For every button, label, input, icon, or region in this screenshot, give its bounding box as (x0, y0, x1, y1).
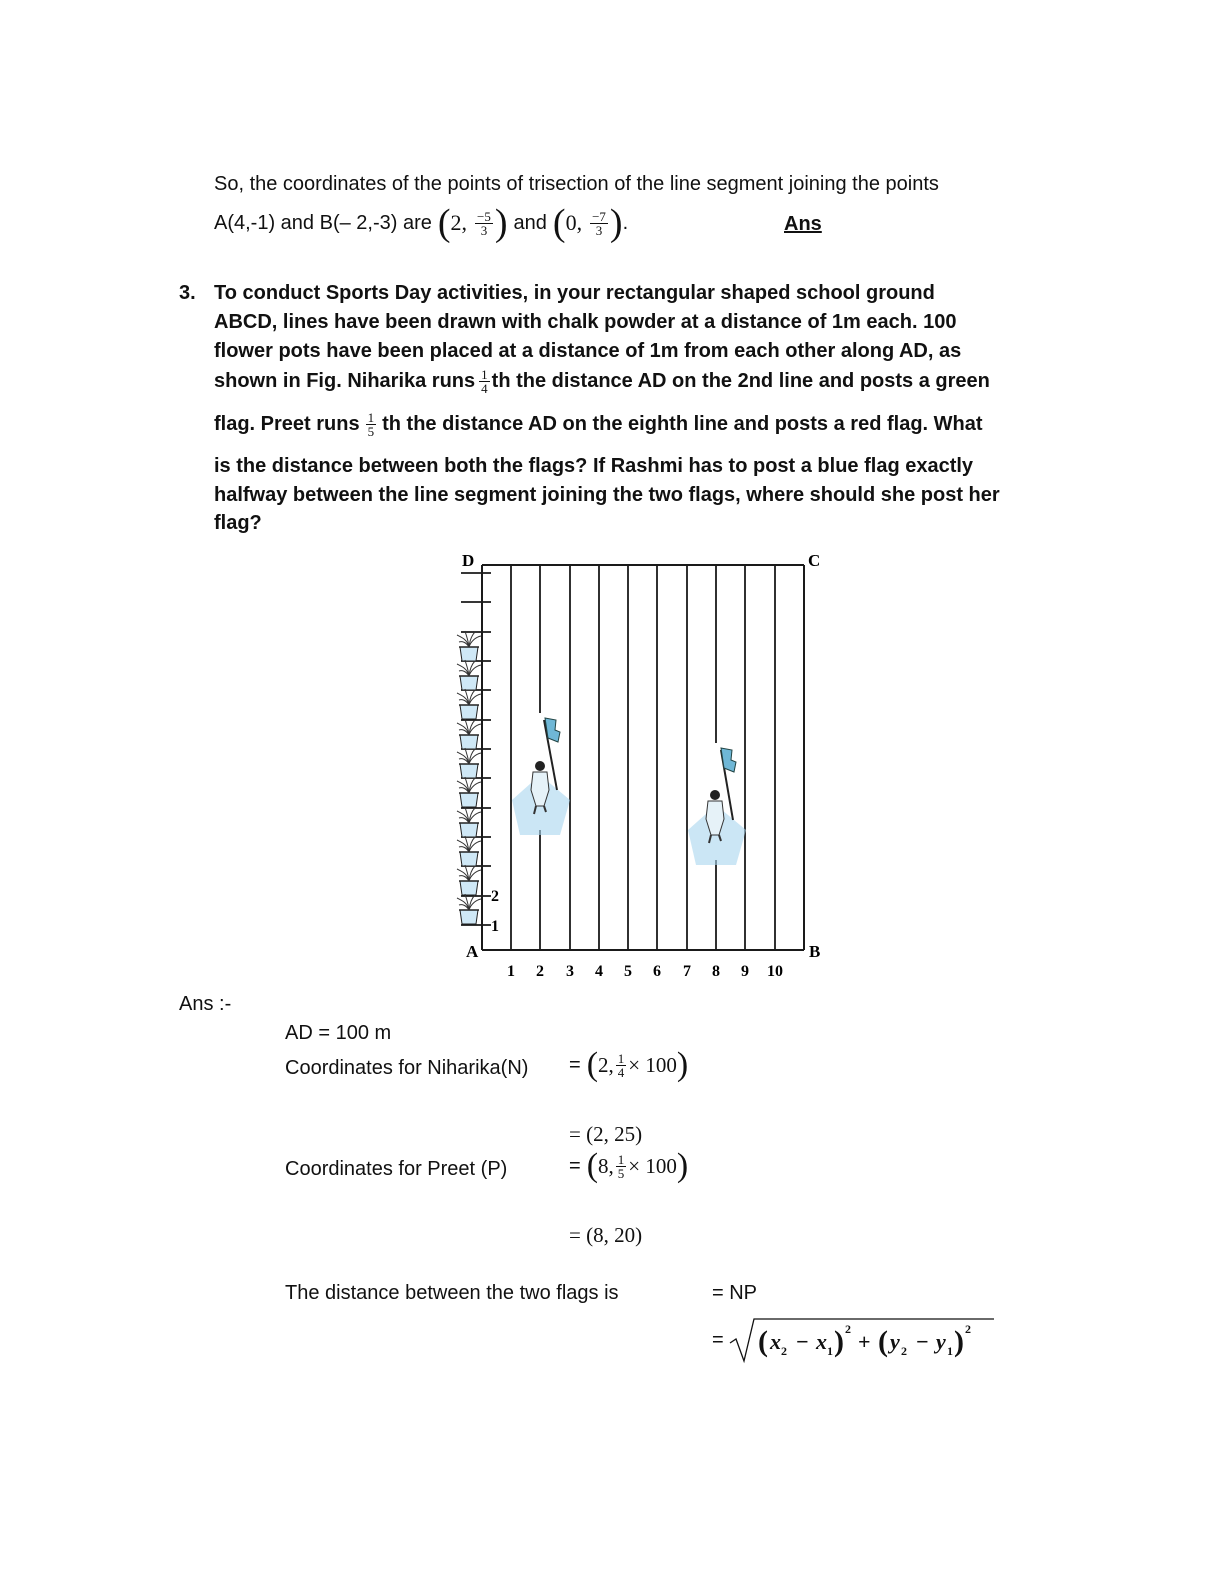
svg-text:(: ( (877, 1325, 888, 1358)
question-line: is the distance between both the flags? If Rashmi has to post a blue flag exactly (214, 455, 974, 477)
question-line: shown in Fig. Niharika runs $\frac{1}{4}$ th the distance AD on the 2nd line and posts a green (214, 367, 990, 396)
runner-niharika-illustration (512, 718, 570, 835)
y-tick-label: 2 (491, 888, 499, 905)
preet-expression: = ( 8, $\frac{1}{5}$ × 100 ) (569, 1147, 689, 1184)
svg-text:2: 2 (844, 1322, 851, 1336)
runner-preet-illustration (688, 748, 746, 865)
corner-label-d: D (462, 551, 475, 570)
svg-text:−: − (795, 1329, 809, 1354)
distance-np: = NP (712, 1282, 758, 1304)
x-tick-labels (507, 963, 783, 980)
question-number: 3. (179, 282, 196, 304)
svg-text:1: 1 (946, 1344, 953, 1358)
fraction: $\frac{-7}{3}$ (592, 208, 606, 238)
open-paren: ( (437, 202, 451, 244)
corner-label-b: B (809, 942, 821, 961)
preet-label: Coordinates for Preet (P) (285, 1158, 508, 1180)
fraction: $\frac{-5}{3}$ (477, 208, 491, 238)
svg-text:4: 4 (595, 963, 603, 980)
y-tick-label: 1 (491, 918, 499, 935)
svg-text:1: 1 (507, 963, 515, 980)
trisection-point-2: ( 0, $\frac{-7}{3}$ ) (552, 202, 623, 244)
svg-text:2: 2 (780, 1344, 787, 1358)
svg-text:6: 6 (653, 963, 661, 980)
question-line: flower pots have been placed at a distance of 1m from each other along AD, as (214, 340, 962, 362)
question-line: ABCD, lines have been drawn with chalk powder at a distance of 1m each. 100 (214, 311, 957, 333)
distance-formula: = ( x 2 − x 1 ) 2 + ( y 2 − y 1 ) 2 (712, 1315, 998, 1365)
trisection-point-1: ( 2, $\frac{-5}{3}$ ) (437, 202, 508, 244)
svg-text:1: 1 (826, 1344, 833, 1358)
preet-result: = (8, 20) (569, 1223, 643, 1247)
ground-rectangle (482, 565, 804, 950)
svg-text:y: y (889, 1329, 900, 1354)
svg-text:9: 9 (741, 963, 749, 980)
ans-marker: Ans (784, 213, 822, 235)
square-root-formula (728, 1315, 998, 1365)
distance-label: The distance between the two flags is (285, 1282, 619, 1304)
fraction-one-fifth: $\frac{1}{5}$ (367, 410, 375, 439)
svg-text:2: 2 (536, 963, 544, 980)
svg-text:+: + (857, 1329, 871, 1354)
trisection-conclusion-line2: A(4,-1) and B(– 2,-3) are ( 2, $\frac{-5}{3}$ ) and ( 0, $\frac{-7}{3}$ ) . (214, 202, 629, 244)
niharika-expression: = ( 2, $\frac{1}{4}$ × 100 ) (569, 1046, 689, 1083)
svg-text:x: x (815, 1329, 827, 1354)
question-line: flag? (214, 512, 262, 534)
fraction: $\frac{1}{5}$ (617, 1151, 625, 1181)
niharika-label: Coordinates for Niharika(N) (285, 1057, 529, 1079)
svg-text:x: x (769, 1329, 781, 1354)
corner-label-a: A (466, 942, 479, 961)
ad-length: AD = 100 m (285, 1022, 392, 1044)
niharika-result: = (2, 25) (569, 1122, 643, 1146)
question-line: halfway between the line segment joining the two flags, where should she post her (214, 484, 1000, 506)
svg-text:2: 2 (964, 1322, 971, 1336)
question-line: flag. Preet runs $\frac{1}{5}$ th the distance AD on the eighth line and posts a red flag. What (214, 410, 983, 439)
corner-label-c: C (808, 551, 821, 570)
svg-text:3: 3 (566, 963, 574, 980)
svg-text:−: − (915, 1329, 929, 1354)
close-paren: ) (494, 202, 508, 244)
svg-text:7: 7 (683, 963, 691, 980)
points-text: A(4,-1) and B(– 2,-3) are (214, 211, 432, 234)
answer-label: Ans :- (179, 993, 232, 1015)
trisection-conclusion-line1: So, the coordinates of the points of trisection of the line segment joining the points (214, 173, 939, 195)
svg-text:10: 10 (767, 963, 783, 980)
fraction-one-fourth: $\frac{1}{4}$ (481, 367, 488, 396)
svg-text:y: y (935, 1329, 946, 1354)
fraction: $\frac{1}{4}$ (617, 1050, 625, 1080)
svg-text:5: 5 (624, 963, 632, 980)
svg-text:8: 8 (712, 963, 720, 980)
svg-text:2: 2 (900, 1344, 907, 1358)
svg-text:): ) (833, 1325, 844, 1358)
svg-text:(: ( (757, 1325, 768, 1358)
question-line: To conduct Sports Day activities, in your rectangular shaped school ground (214, 282, 935, 304)
svg-text:): ) (953, 1325, 964, 1358)
